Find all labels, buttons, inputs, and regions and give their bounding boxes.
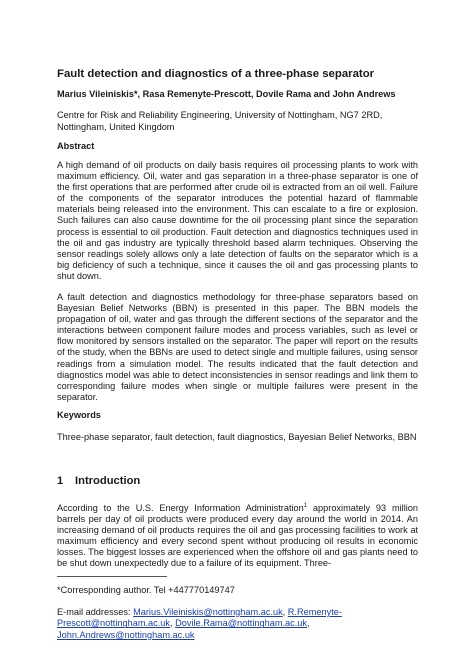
section-heading-introduction bbox=[57, 474, 417, 488]
email-label: E-mail addresses: bbox=[57, 607, 134, 617]
abstract-heading: Abstract bbox=[57, 141, 95, 151]
section-number: 1 bbox=[57, 475, 64, 487]
abstract-paragraph-2: A fault detection and diagnostics methodology for three-phase separators based on Bayesian Belief Networks (BBN) is presented in this paper. The BBN models the propagation of oil, water and gas through the different sections of the separator and the interactions between component failure modes and process variables, such as level or flow monitored by sensors installed on the separator. The paper will report on the results of the study, when the BBNs are used to detect single and multiple failures, using sensor readings from a simulation model. The results indicated that the fault detection and diagnostics model was able to detect inconsistencies in sensor readings and link them to corresponding failure modes when single or multiple failures were present in the separator. bbox=[57, 292, 418, 402]
affiliation: Centre for Risk and Reliability Engineering, University of Nottingham, NG7 2RD, Nottingham, United Kingdom bbox=[57, 110, 383, 132]
keywords-text: Three-phase separator, fault detection, fault diagnostics, Bayesian Belief Networks, BBN bbox=[57, 432, 417, 442]
intro-text-rest: approximately 93 million barrels per day of oil products were produced every day around the world in 2014. An increasing demand of oil products requires the oil and gas processing facilities to work at maximum efficiency and every second spent without producing oil results in economic losses. The biggest losses are experienced when the offshore oil and gas plants need to be shut down unexpectedly due to a failure of its equipment. Three- bbox=[57, 503, 418, 569]
footnote-marker[interactable]: 1 bbox=[303, 502, 308, 509]
email-addresses: E-mail addresses: Marius.Vileiniskis@nottingham.ac.uk, R.Remenyte-Prescott@nottingham.ac.uk, Dovile.Rama@nottingham.ac.uk, John.Andrews@nottingham.ac.uk bbox=[57, 607, 342, 640]
keywords-heading: Keywords bbox=[57, 410, 101, 420]
email-link-andrews[interactable]: John.Andrews@nottingham.ac.uk bbox=[57, 629, 195, 640]
email-link-vileiniskis[interactable]: Marius.Vileiniskis@nottingham.ac.uk bbox=[133, 607, 283, 617]
corresponding-author-note: *Corresponding author. Tel +447770149747 bbox=[57, 585, 235, 595]
email-link-rama[interactable]: Dovile.Rama@nottingham.ac.uk bbox=[175, 618, 307, 629]
email-link-remenyte-prescott[interactable]: R.Remenyte-Prescott@nottingham.ac.uk bbox=[57, 607, 342, 629]
intro-text-start: According to the U.S. Energy Information Administration bbox=[57, 503, 304, 513]
section-title: Introduction bbox=[75, 475, 141, 487]
paper-title: Fault detection and diagnostics of a three-phase separator bbox=[57, 68, 375, 80]
abstract-paragraph-1: A high demand of oil products on daily basis requires oil processing plants to work with maximum efficiency. Oil, water and gas separation in a three-phase separator is one of the first operations that are performed after crude oil is extracted from an oil well. Failure of the components of the separator introduces the potential hazard of flammable materials being released into the environment. This can escalate to a fire or explosion. Such failures can also cause downtime for the oil processing plant since the separation process is essential to oil production. Fault detection and diagnostics techniques used in the oil and gas industry are typically threshold based alarm techniques. Observing the sensor readings solely allows only a late detection of faults on the separator which is a big deficiency of such a technique, since it causes the oil and gas processing plants to shut down. bbox=[57, 160, 418, 281]
author-list: Marius Vileiniskis*, Rasa Remenyte-Prescott, Dovile Rama and John Andrews bbox=[57, 89, 396, 99]
introduction-paragraph bbox=[57, 503, 418, 570]
footnote-divider bbox=[57, 576, 167, 577]
